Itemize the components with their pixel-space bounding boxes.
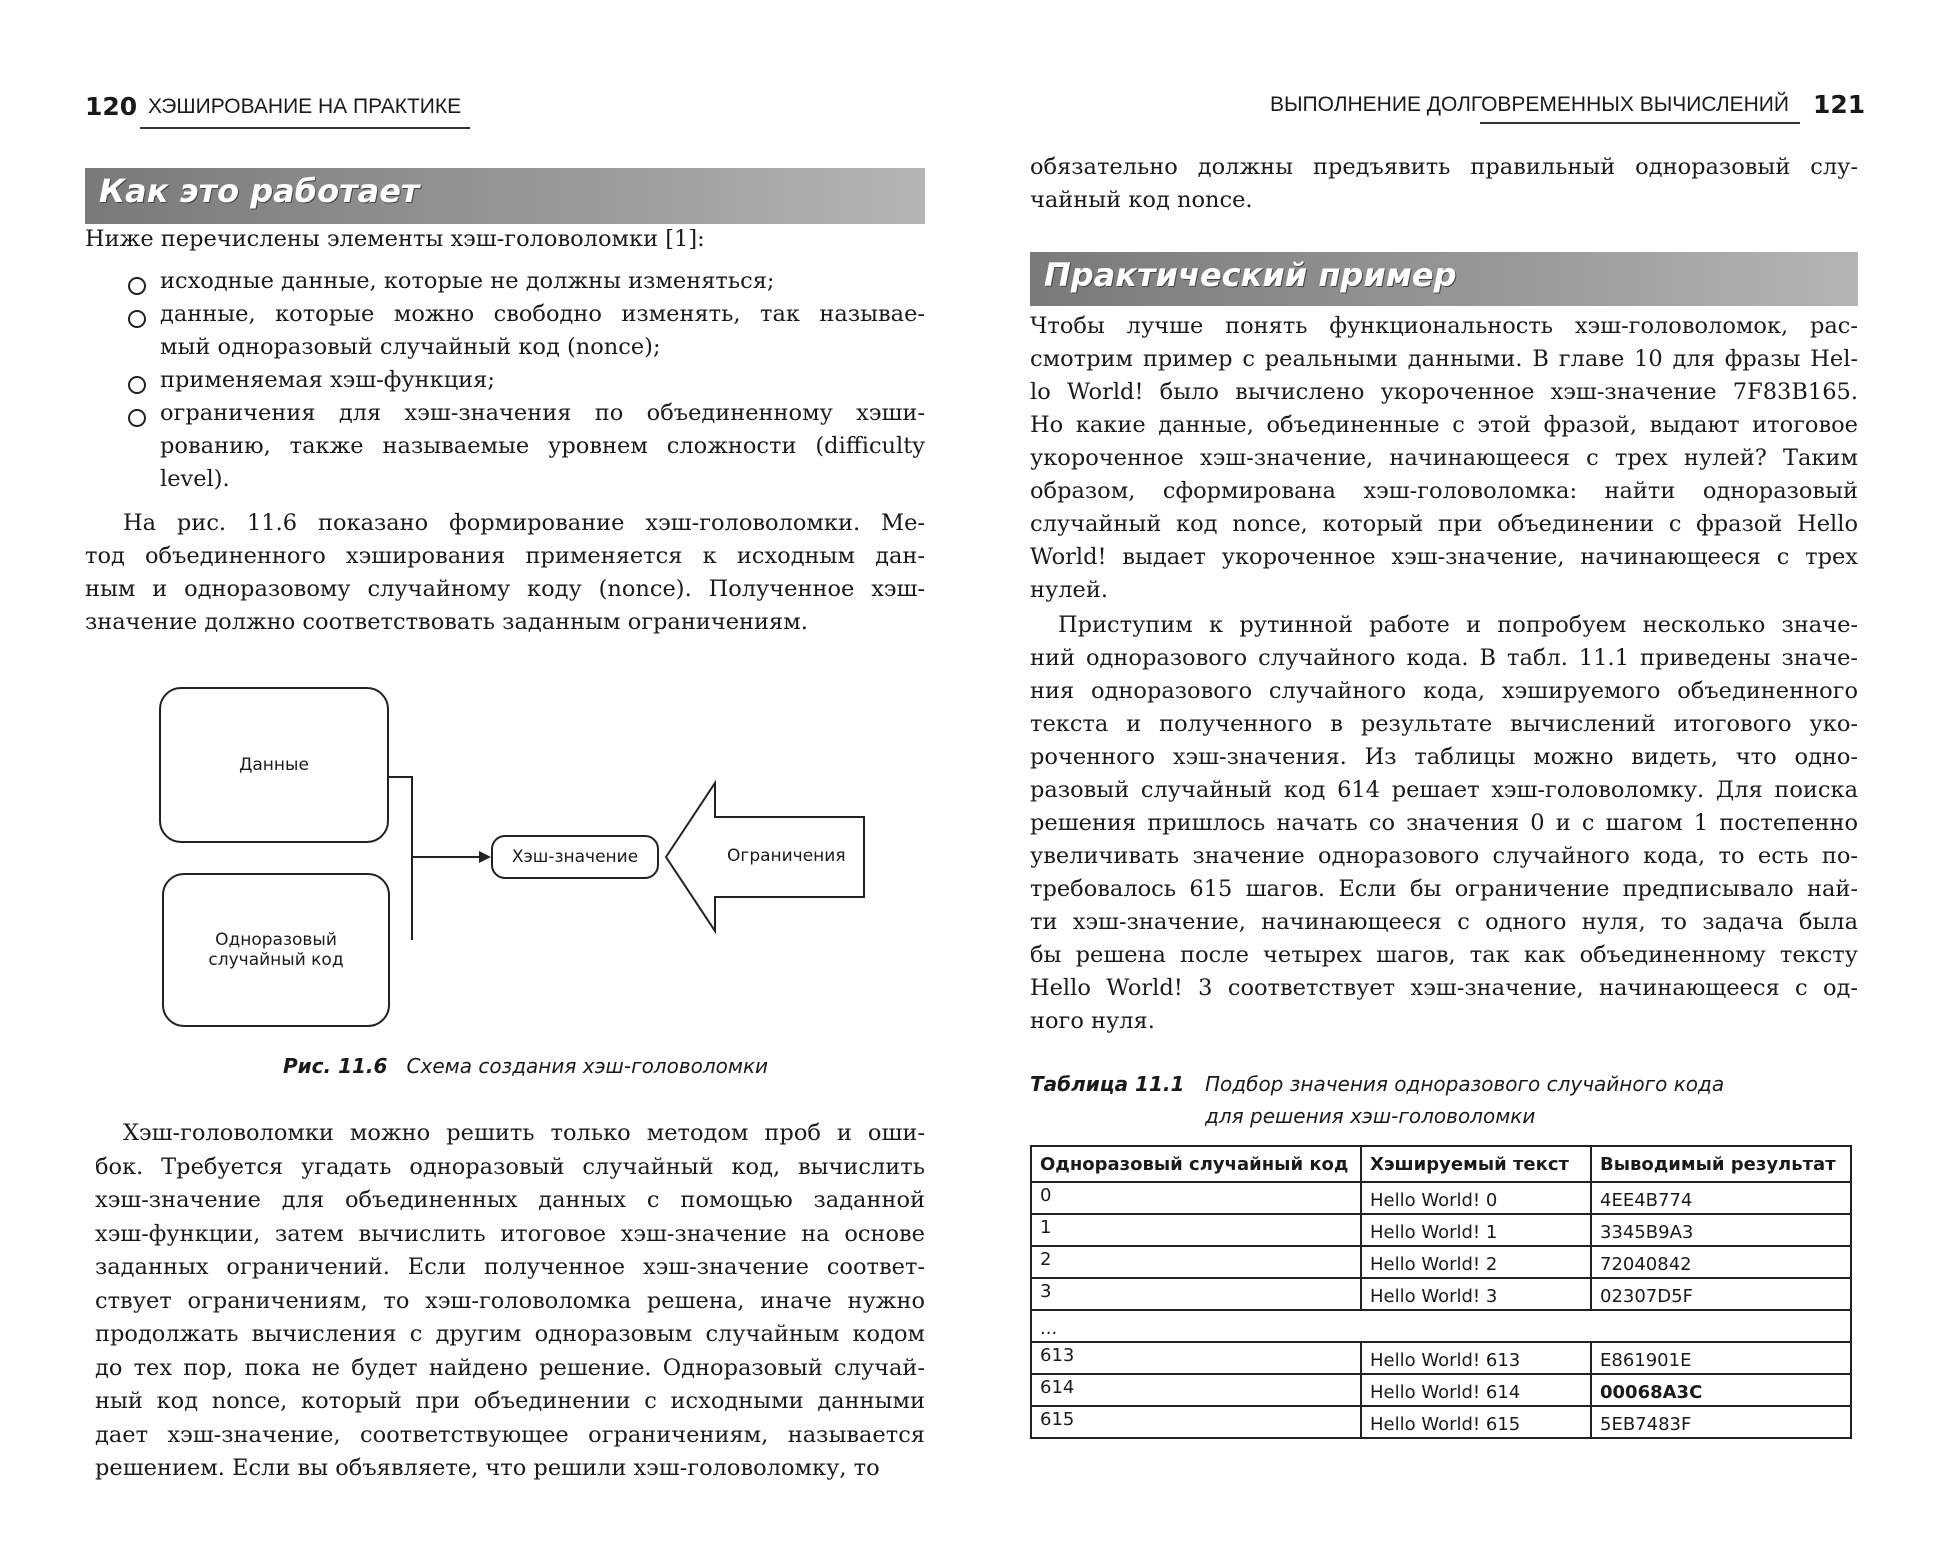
- text-line: увеличивать значение одноразового случайного кода, то есть по-: [1030, 843, 1858, 869]
- text-line: lo World! было вычислено укороченное хэш-значение 7F83B165.: [1030, 379, 1858, 405]
- bullet-icon: [128, 310, 146, 328]
- nonce-cell: 614: [1031, 1374, 1361, 1406]
- constraints-label: Ограничения: [727, 846, 846, 866]
- nonce-cell: 613: [1031, 1342, 1361, 1374]
- text-line: укороченное хэш-значение, начинающееся с трех нулей? Таким: [1030, 445, 1858, 471]
- ellipsis-cell: ...: [1031, 1310, 1851, 1342]
- text-line: Но какие данные, объединенные с этой фразой, выдают итоговое: [1030, 412, 1858, 438]
- text-line: решения пришлось начать со значения 0 и с шагом 1 постепенно: [1030, 810, 1858, 836]
- text-cell: Hello World! 3: [1361, 1278, 1591, 1310]
- bullet-text: ограничения для хэш-значения по объединенному хэши-: [160, 400, 925, 426]
- col-header-result: Выводимый результат: [1591, 1146, 1851, 1182]
- text-line: случайный код nonce, который при объединении с фразой Hello: [1030, 511, 1858, 537]
- text-line: ния одноразового случайного кода, хэшируемого объединенного: [1030, 678, 1858, 704]
- page-number-left: 120: [85, 92, 138, 121]
- table-row: [1031, 1374, 1851, 1406]
- text-cell: Hello World! 0: [1361, 1182, 1591, 1214]
- hash-value-box: Хэш-значение: [491, 835, 659, 879]
- text-line: На рис. 11.6 показано формирование хэш-головоломки. Ме-: [123, 510, 925, 536]
- text-line: ти хэш-значение, начинающееся с одного нуля, то задача была: [1030, 909, 1858, 935]
- result-cell: 5EB7483F: [1591, 1406, 1851, 1438]
- section-title-banner: Как это работает: [85, 168, 925, 224]
- running-head-left: ХЭШИРОВАНИЕ НА ПРАКТИКЕ: [148, 95, 462, 118]
- text-line: ный код nonce, который при объединении с исходными данными: [95, 1388, 925, 1414]
- table-row: [1031, 1246, 1851, 1278]
- page-number-right: 121: [1813, 90, 1866, 119]
- data-box: Данные: [159, 687, 389, 843]
- col-header-nonce: Одноразовый случайный код: [1031, 1146, 1361, 1182]
- nonce-cell: 1: [1031, 1214, 1361, 1246]
- text-cell: Hello World! 2: [1361, 1246, 1591, 1278]
- text-line: ствует ограничениям, то хэш-головоломка решена, иначе нужно: [95, 1287, 925, 1314]
- text-line: образом, сформирована хэш-головоломка: найти одноразовый: [1030, 478, 1858, 504]
- text-cell: Hello World! 615: [1361, 1406, 1591, 1438]
- section-title-banner: Практический пример: [1030, 252, 1858, 306]
- text-line: бок. Требуется угадать одноразовый случайный код, вычислить: [95, 1153, 925, 1180]
- table-caption-label: Таблица 11.1: [1030, 1072, 1185, 1096]
- text-line: ного нуля.: [1030, 1008, 1155, 1034]
- text-cell: Hello World! 614: [1361, 1374, 1591, 1406]
- text-line: требовалось 615 шагов. Если бы ограничение предписывало най-: [1030, 876, 1858, 902]
- table-row: [1031, 1182, 1851, 1214]
- text-line: нулей.: [1030, 577, 1108, 603]
- text-line: хэш-функции, затем вычислить итоговое хэш-значение на основе: [95, 1220, 925, 1247]
- result-cell: 3345B9A3: [1591, 1214, 1851, 1246]
- text-line: смотрим пример с реальными данными. В главе 10 для фразы Hel-: [1030, 346, 1858, 372]
- text-line: тод объединенного хэширования применяется к исходным дан-: [85, 543, 925, 569]
- nonce-cell: 3: [1031, 1278, 1361, 1310]
- col-header-text: Хэшируемый текст: [1361, 1146, 1591, 1182]
- bullet-text: мый одноразовый случайный код (nonce);: [160, 334, 661, 360]
- text-line: до тех пор, пока не будет найдено решение. Одноразовый случай-: [95, 1354, 925, 1381]
- text-line: хэш-значение для объединенных данных с помощью заданной: [95, 1187, 925, 1213]
- text-cell: Hello World! 613: [1361, 1342, 1591, 1374]
- header-rule: [1480, 122, 1800, 124]
- nonce-box: Одноразовый случайный код: [162, 873, 390, 1027]
- figure-caption-label: Рис. 11.6: [283, 1054, 388, 1078]
- table-row: [1031, 1278, 1851, 1310]
- table-row: [1031, 1214, 1851, 1246]
- result-cell: 00068A3C: [1591, 1374, 1851, 1406]
- text-cell: Hello World! 1: [1361, 1214, 1591, 1246]
- bullet-text: исходные данные, которые не должны изменяться;: [160, 268, 775, 294]
- nonce-table: [1030, 1145, 1852, 1439]
- bullet-icon: [128, 277, 146, 295]
- result-cell: 4EE4B774: [1591, 1182, 1851, 1214]
- bullet-icon: [128, 409, 146, 427]
- text-line: ным и одноразовому случайному коду (nonce). Полученное хэш-: [85, 576, 925, 602]
- text-line: чайный код nonce.: [1030, 187, 1253, 213]
- text-line: значение должно соответствовать заданным ограничениям.: [85, 609, 808, 635]
- bullet-text: применяемая хэш-функция;: [160, 367, 495, 393]
- bullet-text: level).: [160, 466, 230, 492]
- text-line: продолжать вычисления с другим одноразовым случайным кодом: [95, 1321, 925, 1347]
- text-line: решением. Если вы объявляете, что решили хэш-головоломку, то: [95, 1455, 880, 1481]
- table-row: [1031, 1310, 1851, 1342]
- nonce-cell: 615: [1031, 1406, 1361, 1438]
- result-cell: 02307D5F: [1591, 1278, 1851, 1310]
- bullet-icon: [128, 376, 146, 394]
- intro-text: Ниже перечислены элементы хэш-головоломки [1]:: [85, 226, 705, 252]
- bullet-text: рованию, также называемые уровнем сложности (difficulty: [160, 433, 925, 459]
- table-caption-line1: Подбор значения одноразового случайного кода: [1205, 1072, 1725, 1096]
- table-row: [1031, 1406, 1851, 1438]
- nonce-cell: 0: [1031, 1182, 1361, 1214]
- text-line: заданных ограничений. Если полученное хэш-значение соответ-: [95, 1254, 925, 1280]
- text-line: Чтобы лучше понять функциональность хэш-головоломок, рас-: [1030, 313, 1858, 339]
- figure-connectors: [385, 700, 885, 940]
- text-line: Хэш-головоломки можно решить только методом проб и оши-: [123, 1120, 925, 1146]
- text-line: разовый случайный код 614 решает хэш-головоломку. Для поиска: [1030, 777, 1858, 803]
- text-line: бы решена после четырех шагов, так как объединенному тексту: [1030, 942, 1858, 968]
- text-line: Hello World! 3 соответствует хэш-значение, начинающееся с од-: [1030, 975, 1858, 1001]
- bullet-text: данные, которые можно свободно изменять, так называе-: [160, 301, 925, 327]
- text-line: Приступим к рутинной работе и попробуем несколько значе-: [1058, 612, 1858, 638]
- result-cell: E861901E: [1591, 1342, 1851, 1374]
- figure-caption-text: Схема создания хэш-головоломки: [406, 1054, 769, 1078]
- text-line: роченного хэш-значения. Из таблицы можно видеть, что одно-: [1030, 744, 1858, 770]
- table-caption-line2: для решения хэш-головоломки: [1205, 1104, 1536, 1128]
- running-head-right: ВЫПОЛНЕНИЕ ДОЛГОВРЕМЕННЫХ ВЫЧИСЛЕНИЙ: [1269, 93, 1789, 116]
- nonce-cell: 2: [1031, 1246, 1361, 1278]
- table-row: [1031, 1342, 1851, 1374]
- text-line: обязательно должны предъявить правильный одноразовый слу-: [1030, 154, 1858, 180]
- text-line: дает хэш-значение, соответствующее ограничениям, называется: [95, 1421, 925, 1448]
- header-rule: [140, 127, 470, 129]
- result-cell: 72040842: [1591, 1246, 1851, 1278]
- text-line: World! выдает укороченное хэш-значение, начинающееся с трех: [1030, 544, 1858, 570]
- text-line: ний одноразового случайного кода. В табл. 11.1 приведены значе-: [1030, 645, 1858, 671]
- text-line: текста и полученного в результате вычислений итогового уко-: [1030, 711, 1858, 737]
